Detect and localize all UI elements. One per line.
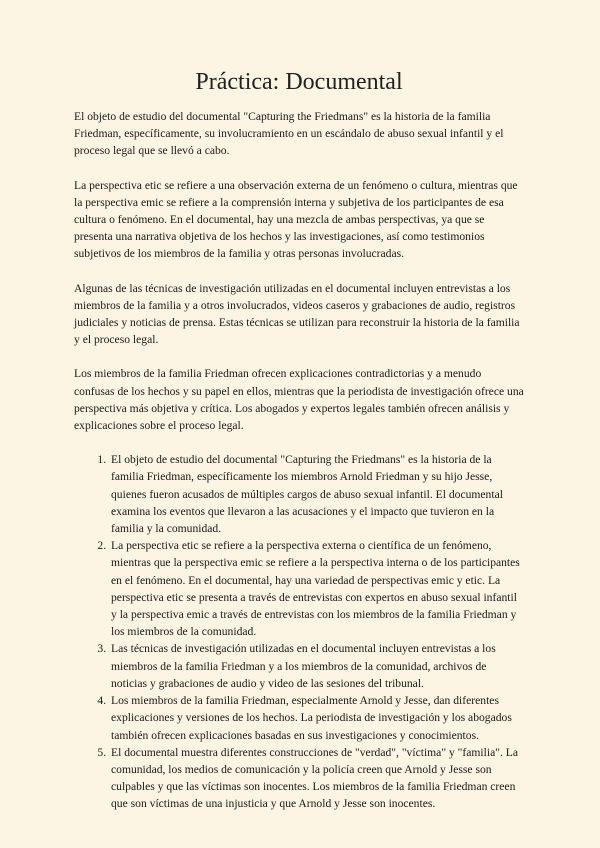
list-item: 3. Las técnicas de investigación utilizadas en el documental incluyen entrevistas a los miembros de la familia Friedman y a los miembros de la comunidad, archivos de noticias y grabaciones de audio y video de las sesiones del tribunal. bbox=[109, 640, 524, 692]
paragraph-techniques: Algunas de las técnicas de investigación utilizadas en el documental incluyen entrevistas a los miembros de la familia y a otros involucrados, videos caseros y grabaciones de audio, registros judiciales y noticias de prensa. Estas técnicas se utilizan para reconstruir la historia de la familia y el proceso legal. bbox=[74, 281, 520, 347]
paragraph-explanations: Los miembros de la familia Friedman ofrecen explicaciones contradictorias y a menudo confusas de los hechos y su papel en ellos, mientras que la periodista de investigación ofrece una perspectiva más objetiva y crítica. Los abogados y expertos legales también ofrecen análisis y explicaciones sobre el proceso legal. bbox=[74, 367, 524, 433]
paragraph-object-of-study: El objeto de estudio del documental "Capturing the Friedmans" es la historia de la familia Friedman, específicamente, su involucramiento en un escándalo de abuso sexual infantil y el proceso legal que se llevó a cabo. bbox=[74, 110, 504, 158]
list-item: 4. Los miembros de la familia Friedman, especialmente Arnold y Jesse, dan diferentes explicaciones y versiones de los hechos. La periodista de investigación y los abogados también ofrecen explicaciones basadas en sus investigaciones y conocimientos. bbox=[109, 692, 524, 744]
paragraph-etic-emic: La perspectiva etic se refiere a una observación externa de un fenómeno o cultura, mientras que la perspectiva emic se refiere a la comprensión interna y subjetiva de los participantes de esa cultura o fenómeno. En el documental, hay una mezcla de ambas perspectivas, ya que se presenta una narrativa objetiva de los hechos y las investigaciones, así como testimonios subjetivos de los miembros de la familia y otras personas involucradas. bbox=[74, 178, 518, 261]
numbered-list bbox=[74, 451, 524, 812]
list-item: 2. La perspectiva etic se refiere a la perspectiva externa o científica de un fenómeno, mientras que la perspectiva emic se refiere a la perspectiva interna o de los participantes en el fenómeno. En el documental, hay una variedad de perspectivas emic y etic. La perspectiva etic se presenta a través de entrevistas con expertos en abuso sexual infantil y la perspectiva emic a través de entrevistas con los miembros de la familia Friedman y los miembros de la comunidad. bbox=[109, 537, 524, 640]
list-item: 5. El documental muestra diferentes construcciones de "verdad", "víctima" y "familia". La comunidad, los medios de comunicación y la policía creen que Arnold y Jesse son culpables y que las víctimas son inocentes. Los miembros de la familia Friedman creen que son víctimas de una injusticia y que Arnold y Jesse son inocentes. bbox=[109, 744, 524, 813]
list-item: 1. El objeto de estudio del documental "Capturing the Friedmans" es la historia de la familia Friedman, específicamente los miembros Arnold Friedman y su hijo Jesse, quienes fueron acusados de múltiples cargos de abuso sexual infantil. El documental examina los eventos que llevaron a las acusaciones y el impacto que tuvieron en la familia y la comunidad. bbox=[109, 451, 524, 537]
page-title: Práctica: Documental bbox=[195, 69, 403, 95]
